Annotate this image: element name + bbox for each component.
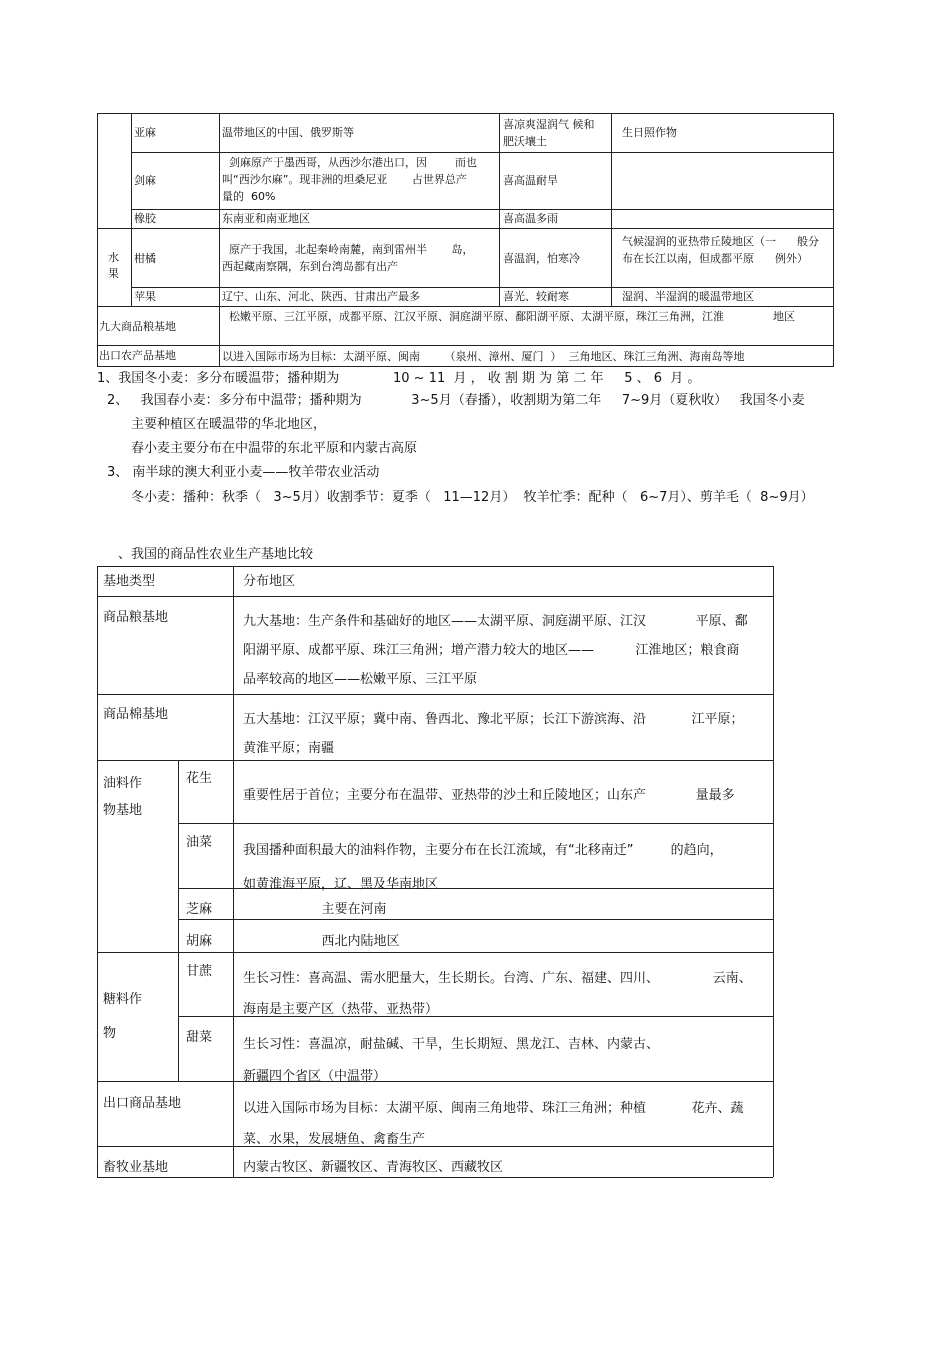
table-rule (97, 366, 834, 367)
crop-habit: 喜温润，怕寒冷 (503, 252, 580, 265)
table-rule (97, 1177, 773, 1178)
sub-crop: 花生 (186, 771, 213, 786)
base-region: 九大基地：生产条件和基础好的地区——太湖平原、洞庭湖平原、江汉 平原、鄱 阳湖平原、成都平原、珠江三角洲；增产潜力较大的地区—— 江淮地区；粮食商 品率较高的地区——松嫩平原、三江平原 (243, 614, 748, 687)
table-rule (97, 306, 834, 307)
table-rule (131, 113, 132, 306)
table-rule (178, 919, 773, 920)
base-type: 商品棉基地 (103, 707, 169, 722)
paragraph: 主要种植区在暖温带的华北地区， (131, 417, 327, 432)
table-rule (97, 566, 98, 1177)
sub-crop-text: 西北内陆地区 (243, 934, 400, 949)
base-type: 商品粮基地 (103, 610, 169, 625)
crop-note: 生日照作物 (622, 126, 677, 139)
table-rule (611, 113, 612, 306)
sub-crop-text: 生长习性：喜高温、需水肥量大，生长期长。台湾、广东、福建、四川、 云南、 海南是主要产区（热带、亚热带） (243, 971, 752, 1017)
sub-crop-text: 生长习性：喜温凉，耐盐碱、干旱，生长期短、黑龙江、吉林、内蒙古、 新疆四个省区（中温带） (243, 1037, 660, 1084)
sub-crop: 甜菜 (186, 1030, 213, 1045)
sub-crop: 芝麻 (186, 902, 213, 917)
table-rule (97, 113, 834, 114)
crop-region: 原产于我国，北起秦岭南麓，南到雷州半 岛， 西起藏南察隅，东到台湾岛都有出产 (222, 243, 474, 273)
base-region: 内蒙古牧区、新疆牧区、青海牧区、西藏牧区 (243, 1160, 504, 1175)
base-type: 糖料作 物 (103, 992, 143, 1041)
crop-name: 剑麻 (134, 174, 156, 187)
table-rule (97, 596, 773, 597)
crop-habit: 喜高温耐旱 (503, 174, 558, 187)
table-rule (97, 345, 834, 346)
base-type: 畜牧业基地 (103, 1160, 169, 1175)
export-base-label: 出口农产品基地 (99, 349, 176, 362)
table-rule (97, 228, 834, 229)
crop-region: 温带地区的中国、俄罗斯等 (222, 126, 354, 139)
crop-note: 湿润、半湿润的暖温带地区 (622, 290, 754, 303)
table-rule (773, 566, 774, 1177)
paragraph: 2、 我国春小麦：多分布中温带；播种期为 3~5月（春播），收割期为第二年 7~9月（夏秋收） 我国冬小麦 (107, 393, 805, 408)
table-rule (97, 113, 98, 366)
crop-habit: 喜高温多雨 (503, 212, 558, 225)
crop-note: 气候湿润的亚热带丘陵地区（一 般分 布在长江以南，但成都平原 例外） (622, 235, 819, 265)
table-title: 、我国的商品性农业生产基地比较 (118, 547, 314, 562)
crop-name: 亚麻 (134, 126, 156, 139)
sub-crop: 胡麻 (186, 934, 213, 949)
crop-habit: 喜光、较耐寒 (503, 290, 569, 303)
table-rule (97, 694, 773, 695)
export-base-value: 以进入国际市场为目标：太湖平原、闽南 （泉州、漳州、厦门 ） 三角地区、珠江三角洲、海南岛等地 (222, 350, 745, 363)
crop-region: 东南亚和南亚地区 (222, 212, 310, 225)
table-rule (178, 760, 179, 1081)
sub-crop-text: 我国播种面积最大的油料作物，主要分布在长江流域，有“北移南迁” 的趋向， 如黄淮海平原，辽、黑及华南地区 (243, 843, 723, 892)
crop-name: 苹果 (134, 290, 156, 303)
base-region: 以进入国际市场为目标：太湖平原、闽南三角地带、珠江三角洲；种植 花卉、蔬 菜、水果，发展塘鱼、禽畜生产 (243, 1101, 744, 1147)
table-rule (131, 152, 834, 153)
grain-base-label: 九大商品粮基地 (99, 320, 176, 333)
crop-region: 辽宁、山东、河北、陕西、甘肃出产最多 (222, 290, 420, 303)
paragraph: 3、 南半球的澳大利亚小麦——牧羊带农业活动 (107, 465, 380, 480)
header-type: 基地类型 (103, 574, 156, 589)
sub-crop-text: 重要性居于首位；主要分布在温带、亚热带的沙土和丘陵地区；山东产 量最多 (243, 788, 735, 803)
header-region: 分布地区 (243, 574, 296, 589)
fruit-group-label: 水 果 (108, 251, 119, 280)
table-rule (233, 566, 234, 1177)
table-rule (499, 113, 500, 306)
paragraph: 冬小麦：播种：秋季（ 3~5月）收割季节：夏季（ 11—12月） 牧羊忙季：配种（ 6~7月）、剪羊毛（ 8~9月） (131, 490, 814, 505)
crop-region: 剑麻原产于墨西哥，从西沙尔港出口，因 而也 叫“西沙尔麻”。现非洲的坦桑尼亚 占世界总产 量的 60% (222, 156, 477, 203)
table-rule (97, 952, 773, 953)
sub-crop: 甘蔗 (186, 964, 213, 979)
paragraph: 1、我国冬小麦：多分布暖温带；播种期为 10 ~ 11 月 ， 收 割 期 为 第 二 年 5 、 6 月 。 (97, 371, 701, 386)
base-type: 油料作 物基地 (103, 776, 143, 818)
table-rule (97, 566, 773, 567)
crop-habit: 喜凉爽湿润气 候和 肥沃壤土 (503, 118, 595, 148)
sub-crop: 油菜 (186, 835, 213, 850)
crop-name: 柑橘 (134, 252, 156, 265)
crop-name: 橡胶 (134, 212, 156, 225)
paragraph: 春小麦主要分布在中温带的东北平原和内蒙古高原 (131, 441, 418, 456)
table-rule (178, 823, 773, 824)
sub-crop-text: 主要在河南 (243, 902, 387, 917)
grain-base-value: 松嫩平原、三江平原，成都平原、江汉平原、洞庭湖平原、鄱阳湖平原、太湖平原，珠江三角洲，江淮 地区 (222, 310, 795, 323)
table-rule (219, 113, 220, 366)
base-region: 五大基地：江汉平原；冀中南、鲁西北、豫北平原；长江下游滨海、沿 江平原； 黄淮平原；南疆 (243, 712, 744, 756)
base-type: 出口商品基地 (103, 1096, 182, 1111)
